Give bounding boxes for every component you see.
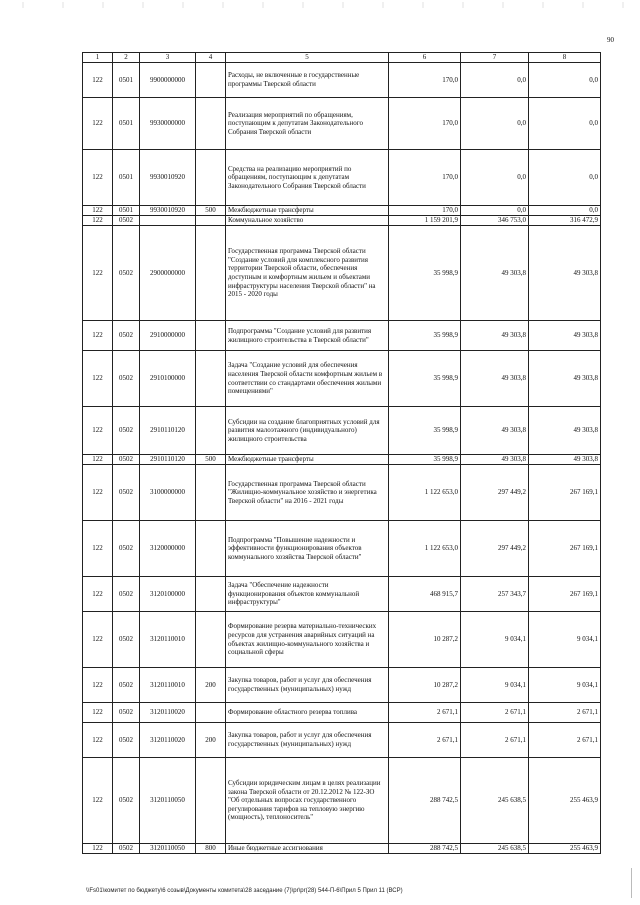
- ministry-code: 122: [83, 321, 113, 351]
- section-code: 0502: [113, 723, 140, 758]
- table-row: [83, 63, 601, 98]
- expense-type: [196, 465, 226, 521]
- ministry-code: 122: [83, 206, 113, 216]
- amount-col7: 245 638,5: [461, 844, 529, 854]
- amount-col6: 35 998,9: [389, 407, 461, 455]
- section-code: 0502: [113, 612, 140, 668]
- header-cell: 5: [226, 53, 389, 63]
- target-code: 9930010920: [140, 150, 196, 206]
- expense-type: 800: [196, 844, 226, 854]
- amount-col6: 170,0: [389, 98, 461, 150]
- amount-col6: 170,0: [389, 206, 461, 216]
- expense-type: [196, 63, 226, 98]
- target-code: 3120110020: [140, 723, 196, 758]
- ministry-code: 122: [83, 612, 113, 668]
- expense-type: [196, 321, 226, 351]
- ministry-code: 122: [83, 521, 113, 577]
- expense-type: 200: [196, 723, 226, 758]
- scan-edge-mark: [631, 868, 638, 898]
- item-name: Иные бюджетные ассигнования: [226, 844, 389, 854]
- table-row: [83, 612, 601, 668]
- section-code: 0502: [113, 351, 140, 407]
- target-code: 3120100000: [140, 577, 196, 612]
- scan-artifact-strip: [0, 2, 640, 8]
- item-name: Реализация мероприятий по обращениям, поступающим к депутатам Законодательного Собрания Тверской области: [226, 98, 389, 150]
- file-path-footer: \\Fs01\комитет по бюджету\6 созыв\Документы комитета\28 заседание (7)\pr\pr(28) 544-П-6\Прил 5 Прил 11 (ВСР): [86, 888, 403, 894]
- amount-col7: 257 343,7: [461, 577, 529, 612]
- amount-col7: 297 449,2: [461, 465, 529, 521]
- ministry-code: 122: [83, 407, 113, 455]
- item-name: Формирование областного резерва топлива: [226, 703, 389, 723]
- ministry-code: 122: [83, 577, 113, 612]
- section-code: 0502: [113, 321, 140, 351]
- table-row: [83, 455, 601, 465]
- header-cell: 6: [389, 53, 461, 63]
- amount-col8: 0,0: [529, 150, 601, 206]
- amount-col7: 49 303,8: [461, 351, 529, 407]
- amount-col6: 35 998,9: [389, 226, 461, 321]
- amount-col7: 2 671,1: [461, 703, 529, 723]
- amount-col6: 468 915,7: [389, 577, 461, 612]
- amount-col8: 2 671,1: [529, 723, 601, 758]
- item-name: Подпрограмма "Создание условий для развития жилищного строительства в Тверской области": [226, 321, 389, 351]
- expense-type: [196, 612, 226, 668]
- amount-col6: 1 122 653,0: [389, 465, 461, 521]
- expense-type: [196, 521, 226, 577]
- amount-col8: 49 303,8: [529, 226, 601, 321]
- section-code: 0501: [113, 63, 140, 98]
- amount-col8: 2 671,1: [529, 703, 601, 723]
- amount-col8: 255 463,9: [529, 844, 601, 854]
- target-code: 3120110010: [140, 612, 196, 668]
- ministry-code: 122: [83, 63, 113, 98]
- section-code: 0502: [113, 226, 140, 321]
- table-row: [83, 844, 601, 854]
- amount-col7: 49 303,8: [461, 226, 529, 321]
- amount-col7: 49 303,8: [461, 321, 529, 351]
- amount-col6: 1 122 653,0: [389, 521, 461, 577]
- amount-col8: 49 303,8: [529, 407, 601, 455]
- ministry-code: 122: [83, 723, 113, 758]
- expense-type: [196, 226, 226, 321]
- item-name: Коммунальное хозяйство: [226, 216, 389, 226]
- amount-col6: 170,0: [389, 150, 461, 206]
- table-row: [83, 758, 601, 844]
- target-code: 2910110120: [140, 407, 196, 455]
- budget-table: [82, 52, 601, 854]
- amount-col8: 267 169,1: [529, 465, 601, 521]
- target-code: 3120110050: [140, 844, 196, 854]
- amount-col6: 1 159 201,9: [389, 216, 461, 226]
- target-code: 2910000000: [140, 321, 196, 351]
- amount-col6: 2 671,1: [389, 723, 461, 758]
- ministry-code: 122: [83, 216, 113, 226]
- amount-col6: 288 742,5: [389, 844, 461, 854]
- section-code: 0502: [113, 455, 140, 465]
- section-code: 0501: [113, 98, 140, 150]
- page-number: 90: [607, 36, 614, 44]
- amount-col7: 245 638,5: [461, 758, 529, 844]
- table-row: [83, 98, 601, 150]
- expense-type: 500: [196, 206, 226, 216]
- amount-col8: 267 169,1: [529, 577, 601, 612]
- table-row: [83, 321, 601, 351]
- expense-type: [196, 407, 226, 455]
- amount-col8: 9 034,1: [529, 612, 601, 668]
- item-name: Закупка товаров, работ и услуг для обеспечения государственных (муниципальных) нужд: [226, 723, 389, 758]
- amount-col8: 316 472,9: [529, 216, 601, 226]
- ministry-code: 122: [83, 668, 113, 703]
- ministry-code: 122: [83, 351, 113, 407]
- amount-col8: 267 169,1: [529, 521, 601, 577]
- section-code: 0502: [113, 216, 140, 226]
- item-name: Субсидии на создание благоприятных условий для развития малоэтажного (индивидуального) жилищного строительства: [226, 407, 389, 455]
- amount-col8: 49 303,8: [529, 455, 601, 465]
- target-code: 9930010920: [140, 206, 196, 216]
- table-row: [83, 577, 601, 612]
- expense-type: [196, 758, 226, 844]
- amount-col6: 10 287,2: [389, 668, 461, 703]
- table-row: [83, 723, 601, 758]
- target-code: 3120000000: [140, 521, 196, 577]
- expense-type: [196, 703, 226, 723]
- expense-type: [196, 351, 226, 407]
- amount-col7: 2 671,1: [461, 723, 529, 758]
- amount-col6: 10 287,2: [389, 612, 461, 668]
- header-row: [83, 53, 601, 63]
- amount-col7: 49 303,8: [461, 455, 529, 465]
- section-code: 0502: [113, 844, 140, 854]
- amount-col8: 0,0: [529, 206, 601, 216]
- ministry-code: 122: [83, 703, 113, 723]
- amount-col8: 49 303,8: [529, 351, 601, 407]
- expense-type: 500: [196, 455, 226, 465]
- table-row: [83, 521, 601, 577]
- amount-col8: 0,0: [529, 98, 601, 150]
- item-name: Задача "Обеспечение надежности функционирования объектов коммунальной инфраструктуры": [226, 577, 389, 612]
- target-code: 2900000000: [140, 226, 196, 321]
- amount-col7: 0,0: [461, 98, 529, 150]
- amount-col7: 9 034,1: [461, 668, 529, 703]
- table-row: [83, 703, 601, 723]
- item-name: Формирование резерва материально-технических ресурсов для устранения аварийных ситуаций на объектах жилищно-коммунального хозяйства и социальной сферы: [226, 612, 389, 668]
- ministry-code: 122: [83, 758, 113, 844]
- target-code: 3120110050: [140, 758, 196, 844]
- expense-type: [196, 98, 226, 150]
- target-code: 3100000000: [140, 465, 196, 521]
- item-name: Государственная программа Тверской области "Создание условий для комплексного развития территории Тверской области, обеспечения доступным и комфортным жильем и объектами инфраструктуры населения Тверской области" на 2015 - 2020 годы: [226, 226, 389, 321]
- amount-col8: 9 034,1: [529, 668, 601, 703]
- item-name: Закупка товаров, работ и услуг для обеспечения государственных (муниципальных) нужд: [226, 668, 389, 703]
- expense-type: [196, 216, 226, 226]
- target-code: 3120110020: [140, 703, 196, 723]
- header-cell: 1: [83, 53, 113, 63]
- header-cell: 3: [140, 53, 196, 63]
- amount-col7: 0,0: [461, 206, 529, 216]
- amount-col7: 49 303,8: [461, 407, 529, 455]
- header-cell: 4: [196, 53, 226, 63]
- amount-col8: 255 463,9: [529, 758, 601, 844]
- expense-type: 200: [196, 668, 226, 703]
- amount-col7: 297 449,2: [461, 521, 529, 577]
- ministry-code: 122: [83, 465, 113, 521]
- section-code: 0502: [113, 521, 140, 577]
- item-name: Средства на реализацию мероприятий по обращениям, поступающим к депутатам Законодательного Собрания Тверской области: [226, 150, 389, 206]
- table-row: [83, 150, 601, 206]
- amount-col8: 49 303,8: [529, 321, 601, 351]
- section-code: 0502: [113, 703, 140, 723]
- table-row: [83, 351, 601, 407]
- item-name: Расходы, не включенные в государственные программы Тверской области: [226, 63, 389, 98]
- expense-type: [196, 577, 226, 612]
- section-code: 0502: [113, 407, 140, 455]
- amount-col6: 2 671,1: [389, 703, 461, 723]
- header-cell: 8: [529, 53, 601, 63]
- amount-col8: 0,0: [529, 63, 601, 98]
- item-name: Межбюджетные трансферты: [226, 206, 389, 216]
- table-row: [83, 465, 601, 521]
- item-name: Задача "Создание условий для обеспечения населения Тверской области комфортным жильем в соответствии со стандартами обеспечения жилыми помещениями": [226, 351, 389, 407]
- ministry-code: 122: [83, 150, 113, 206]
- amount-col7: 0,0: [461, 150, 529, 206]
- item-name: Субсидии юридическим лицам в целях реализации закона Тверской области от 20.12.2012 № 122-ЗО "Об отдельных вопросах государственного регулирования тарифов на тепловую энергию (мощность), теплоноситель": [226, 758, 389, 844]
- item-name: Государственная программа Тверской области "Жилищно-коммунальное хозяйство и энергетика Тверской области" на 2016 - 2021 годы: [226, 465, 389, 521]
- table-row: [83, 206, 601, 216]
- amount-col6: 35 998,9: [389, 351, 461, 407]
- item-name: Подпрограмма "Повышение надежности и эффективности функционирования объектов коммунального хозяйства Тверской области": [226, 521, 389, 577]
- amount-col7: 346 753,0: [461, 216, 529, 226]
- section-code: 0502: [113, 668, 140, 703]
- expense-type: [196, 150, 226, 206]
- item-name: Межбюджетные трансферты: [226, 455, 389, 465]
- amount-col7: 0,0: [461, 63, 529, 98]
- ministry-code: 122: [83, 844, 113, 854]
- amount-col6: 35 998,9: [389, 321, 461, 351]
- section-code: 0501: [113, 150, 140, 206]
- section-code: 0502: [113, 758, 140, 844]
- target-code: [140, 216, 196, 226]
- table-row: [83, 216, 601, 226]
- target-code: 9930000000: [140, 98, 196, 150]
- table-row: [83, 226, 601, 321]
- table-row: [83, 668, 601, 703]
- target-code: 9900000000: [140, 63, 196, 98]
- target-code: 3120110010: [140, 668, 196, 703]
- ministry-code: 122: [83, 98, 113, 150]
- section-code: 0502: [113, 465, 140, 521]
- ministry-code: 122: [83, 226, 113, 321]
- section-code: 0501: [113, 206, 140, 216]
- amount-col6: 288 742,5: [389, 758, 461, 844]
- header-cell: 7: [461, 53, 529, 63]
- amount-col6: 170,0: [389, 63, 461, 98]
- table-row: [83, 407, 601, 455]
- ministry-code: 122: [83, 455, 113, 465]
- amount-col6: 35 998,9: [389, 455, 461, 465]
- header-cell: 2: [113, 53, 140, 63]
- target-code: 2910110120: [140, 455, 196, 465]
- target-code: 2910100000: [140, 351, 196, 407]
- amount-col7: 9 034,1: [461, 612, 529, 668]
- section-code: 0502: [113, 577, 140, 612]
